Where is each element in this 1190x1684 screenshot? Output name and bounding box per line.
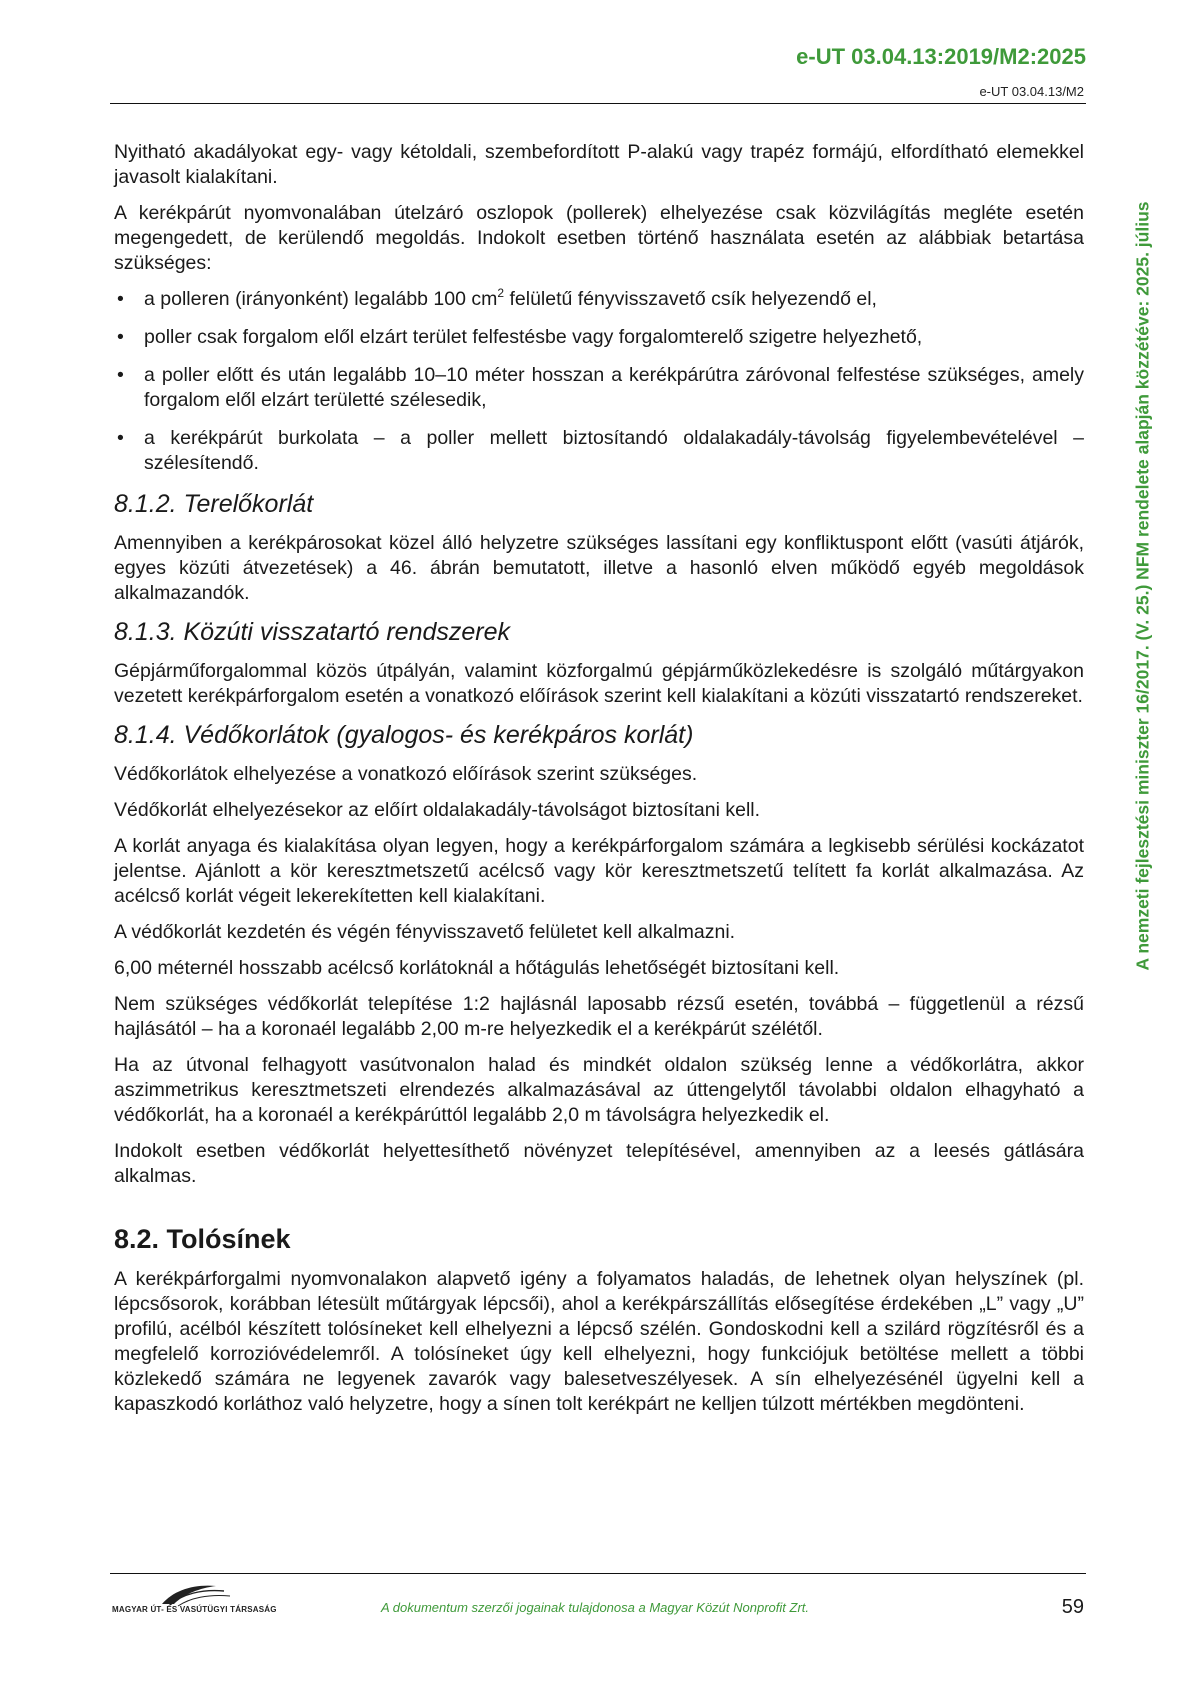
- paragraph: Ha az útvonal felhagyott vasútvonalon halad és mindkét oldalon szükség lenne a védőkorlátra, akkor aszimmetrikus keresztmetszeti elrendezés alkalmazásával az úttengelytől távolabbi oldalon elhagyható a védőkorlát, ha a koronaél a kerékpárúttól legalább 2,0 m távolságra helyezkedik el.: [114, 1054, 1084, 1126]
- paragraph: A korlát anyaga és kialakítása olyan legyen, hogy a kerékpárforgalom számára a legkisebb sérülési kockázatot jelentse. Ajánlott a kör keresztmetszetű acélcső vagy kör keresztmetszetű telített fa korlát alkalmazása. Az acélcső korlát végeit lekerekítetten kell kialakítani.: [114, 835, 1084, 907]
- publication-note: A nemzeti fejlesztési miniszter 16/2017. (V. 25.) NFM rendelete alapján közzétéve: 2025. július: [1132, 201, 1153, 971]
- list-item: • poller csak forgalom elől elzárt terület felfestésbe vagy forgalomterelő szigetre helyezhető,: [114, 325, 1084, 350]
- paragraph: 6,00 méternél hosszabb acélcső korlátoknál a hőtágulás lehetőségét biztosítani kell.: [114, 957, 840, 979]
- society-logo-text: MAGYAR ÚT- ÉS VASÚTÜGYI TÁRSASÁG: [112, 1605, 277, 1614]
- document-standard-id: e-UT 03.04.13:2019/M2:2025: [796, 44, 1086, 69]
- list-item-text: felületű fényvisszavető csík helyezendő el,: [504, 288, 877, 310]
- paragraph: Amennyiben a kerékpárosokat közel álló helyzetre szükséges lassítani egy konfliktuspont előtt (vasúti átjárók, egyes közúti átvezetések) a 46. ábrán bemutatott, illetve a hasonló elven működő egyéb megoldások alkalmazandók.: [114, 532, 1084, 604]
- section-heading: 8.1.4. Védőkorlátok (gyalogos- és kerékpáros korlát): [114, 721, 694, 749]
- page-content: [114, 140, 1084, 1428]
- superscript: 2: [497, 285, 505, 300]
- document-short-id: e-UT 03.04.13/M2: [979, 84, 1084, 99]
- paragraph: Védőkorlát elhelyezésekor az előírt oldalakadály-távolságot biztosítani kell.: [114, 799, 761, 821]
- paragraph: Nem szükséges védőkorlát telepítése 1:2 hajlásnál laposabb rézsű esetén, továbbá – függetlenül a rézsű hajlásától – ha a koronaél legalább 2,00 m-re helyezkedik el a kerékpárút szélétől.: [114, 993, 1084, 1040]
- paragraph: Nyitható akadályokat egy- vagy kétoldali, szembefordított P-alakú vagy trapéz formájú, elfordítható elemekkel javasolt kialakítani.: [114, 141, 1084, 188]
- paragraph: Gépjárműforgalommal közös útpályán, valamint közforgalmú gépjárműközlekedésre is szolgáló műtárgyakon vezetett kerékpárforgalom esetén a vonatkozó előírások szerint kell kialakítani a közúti visszatartó rendszereket.: [114, 660, 1084, 707]
- page-number: 59: [1061, 1596, 1084, 1618]
- requirements-list: [114, 287, 1084, 476]
- paragraph: Indokolt esetben védőkorlát helyettesíthető növényzet telepítésével, amennyiben az a leesés gátlására alkalmas.: [114, 1140, 1084, 1187]
- copyright-note: A dokumentum szerzői jogainak tulajdonosa a Magyar Közút Nonprofit Zrt.: [380, 1600, 809, 1615]
- list-item: • a poller előtt és után legalább 10–10 méter hosszan a kerékpárútra záróvonal felfestése szükséges, amely forgalom elől elzárt területté szélesedik,: [114, 363, 1084, 413]
- paragraph: A kerékpárút nyomvonalában útelzáró oszlopok (pollerek) elhelyezése csak közvilágítás megléte esetén megengedett, de kerülendő megoldás. Indokolt esetben történő használata esetén az alábbiak betartása szükséges:: [114, 202, 1084, 274]
- chapter-heading: 8.2. Tolósínek: [114, 1224, 291, 1254]
- paragraph: A védőkorlát kezdetén és végén fényvisszavető felületet kell alkalmazni.: [114, 921, 736, 943]
- list-item-text: a polleren (irányonként) legalább 100 cm: [144, 288, 498, 310]
- paragraph: A kerékpárforgalmi nyomvonalakon alapvető igény a folyamatos haladás, de lehetnek olyan helyszínek (pl. lépcsősorok, korábban létesült műtárgyak lépcsői), ahol a kerékpárszállítás elősegítése érdekében „L” vagy „U” profilú, acélból készített tolósíneket kell elhelyezni a lépcső szélén. Gondoskodni kell a szilárd rögzítésről és a megfelelő korrozióvédelemről. A tolósíneket úgy kell elhelyezni, hogy funkciójuk betöltése mellett a többi közlekedő számára ne legyenek zavarók vagy balesetveszélyesek. A sín elhelyezésénél ügyelni kell a kapaszkodó korláthoz való helyzetre, hogy a sínen tolt kerékpárt ne kelljen túlzott mértékben megdönteni.: [114, 1268, 1084, 1415]
- section-heading: 8.1.2. Terelőkorlát: [114, 490, 314, 518]
- list-item: [114, 287, 1084, 312]
- list-item: • a kerékpárút burkolata – a poller mellett biztosítandó oldalakadály-távolság figyelembevételével – szélesítendő.: [114, 426, 1084, 476]
- section-heading: 8.1.3. Közúti visszatartó rendszerek: [114, 618, 511, 646]
- header-divider: [110, 103, 1086, 104]
- footer-divider: [110, 1573, 1086, 1574]
- paragraph: Védőkorlátok elhelyezése a vonatkozó előírások szerint szükséges.: [114, 763, 698, 785]
